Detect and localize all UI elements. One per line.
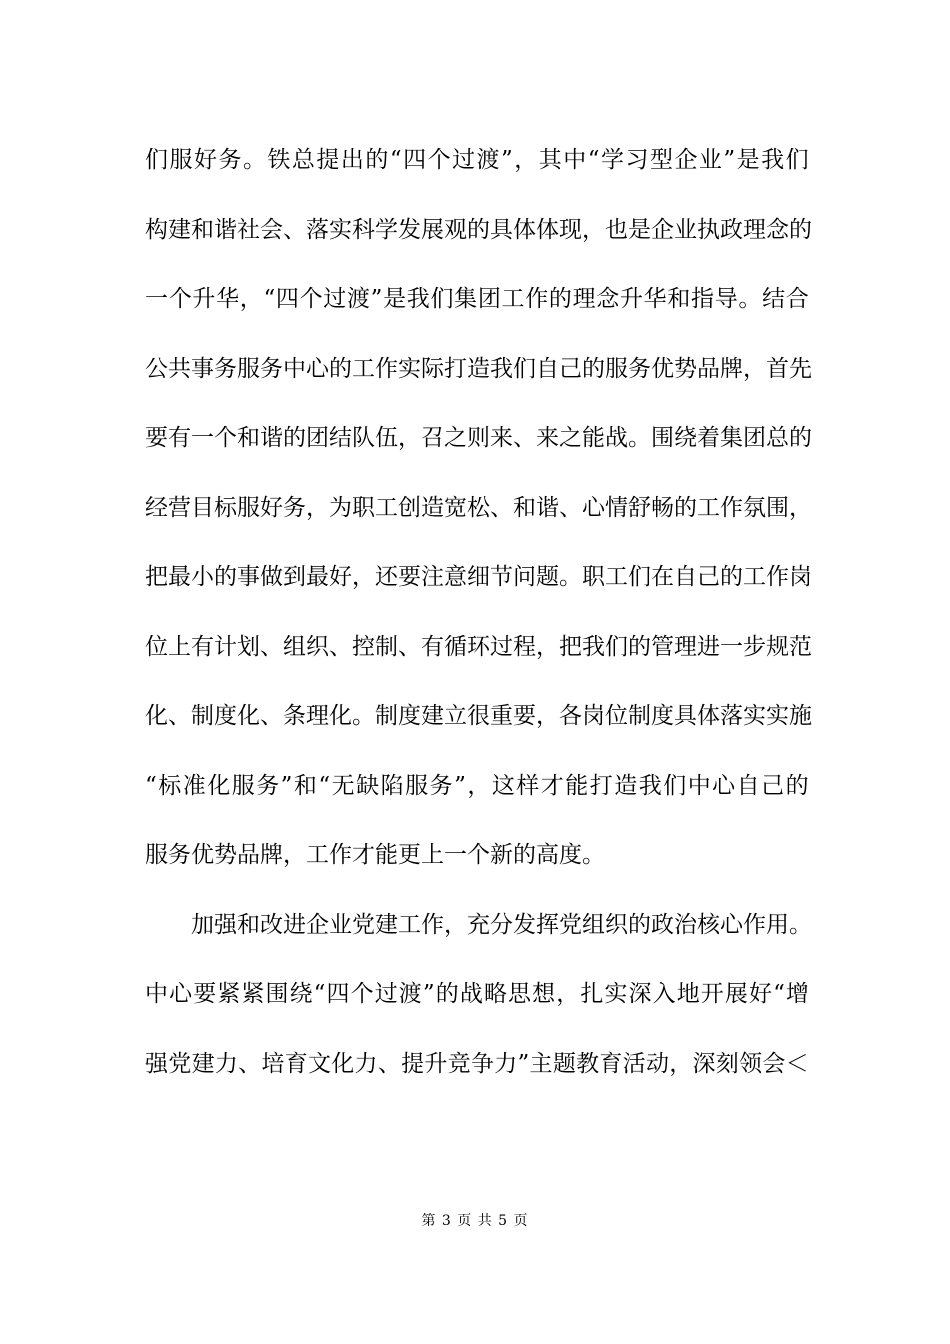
- text-line: 们 服 好 务 。 铁 总 提 出 的 “ 四 个 过 渡 ” ， 其 中 “ 学 习 型 企 业 ” 是 我 们: [145, 147, 809, 173]
- text-line: 一 个 升 华 ， “ 四 个 过 渡 ” 是 我 们 集 团 工 作 的 理 念 升 华 和 指 导 。 结 合: [145, 286, 809, 312]
- text-line: 构 建 和 谐 社 会 、 落 实 科 学 发 展 观 的 具 体 体 现 ， 也 是 企 业 执 政 理 念 的: [145, 216, 812, 243]
- page-number-footer: 第 3 页 共 5 页: [421, 1213, 529, 1229]
- text-line: 要 有 一 个 和 谐 的 团 结 队 伍 ， 召 之 则 来 、 来 之 能 战 。 围 绕 着 集 团 总 的: [145, 425, 812, 451]
- text-line: 强 党 建 力 、 培 育 文 化 力 、 提 升 竞 争 力 ” 主 题 教 育 活 动 ， 深 刻 领 会 ＜: [145, 1050, 809, 1077]
- text-line: 经 营 目 标 服 好 务 ， 为 职 工 创 造 宽 松 、 和 谐 、 心 情 舒 畅 的 工 作 氛 围 ，: [145, 494, 812, 521]
- text-line: 位 上 有 计 划 、 组 织 、 控 制 、 有 循 环 过 程 ， 把 我 们 的 管 理 进 一 步 规 范: [145, 633, 812, 660]
- text-line: 服务优势品牌，工作才能更上一个新的高度。: [145, 842, 605, 868]
- text-line: 把 最 小 的 事 做 到 最 好 ， 还 要 注 意 细 节 问 题 。 职 工 们 在 自 己 的 工 作 岗: [145, 564, 812, 590]
- body-text: [145, 126, 812, 1099]
- text-line: 中 心 要 紧 紧 围 绕 “ 四 个 过 渡 ” 的 战 略 思 想 ， 扎 实 深 入 地 开 展 好 “ 增: [145, 981, 809, 1007]
- text-line: 公 共 事 务 服 务 中 心 的 工 作 实 际 打 造 我 们 自 己 的 服 务 优 势 品 牌 ， 首 先: [145, 355, 812, 382]
- text-line: 化 、 制 度 化 、 条 理 化 。 制 度 建 立 很 重 要 ， 各 岗 位 制 度 具 体 落 实 实 施: [145, 703, 812, 729]
- text-line-indented: 加强和改进企业党建工作，充分发挥党组织的政治核心作用。: [191, 911, 812, 938]
- text-line: “ 标 准 化 服 务 ” 和 “ 无 缺 陷 服 务 ” ， 这 样 才 能 打 造 我 们 中 心 自 己 的: [145, 772, 809, 799]
